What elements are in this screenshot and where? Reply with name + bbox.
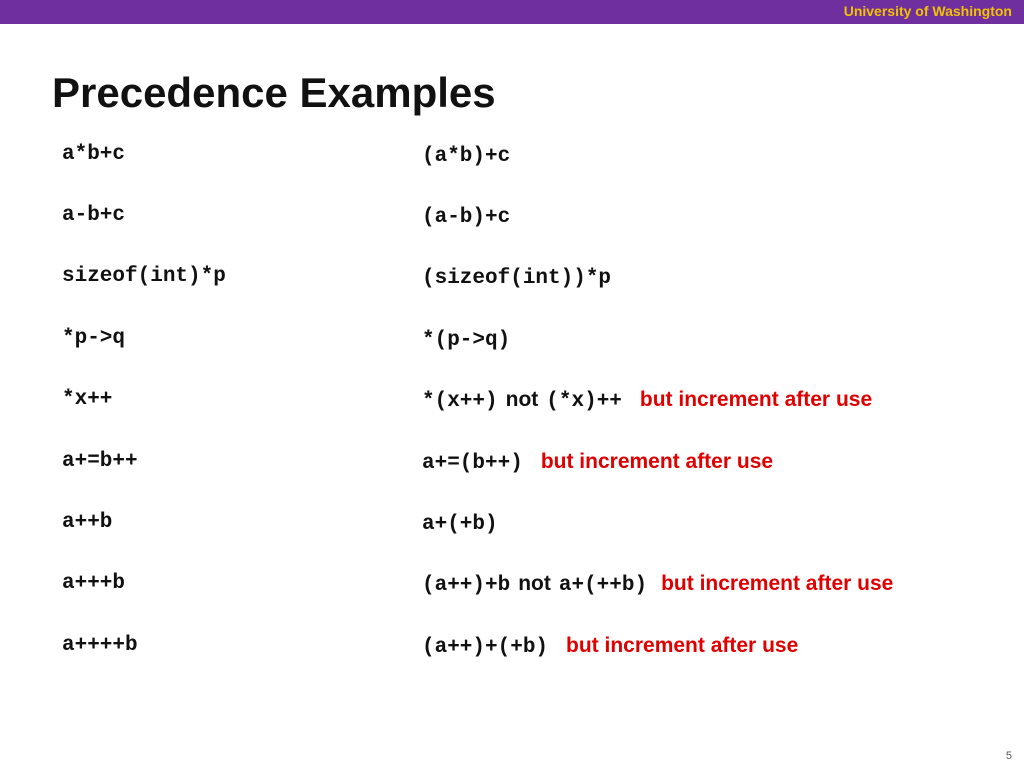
parsed-expression: (a*b)+c — [422, 145, 511, 168]
parsed-expression: a+(+b) — [422, 513, 498, 536]
expression: *p->q — [62, 327, 126, 350]
parsed-expression: (a++)+(+b) — [422, 636, 549, 659]
parsed-expression: (a-b)+c — [422, 206, 511, 229]
expression: a+++b — [62, 572, 126, 595]
parsed-expression: *(x++) — [422, 390, 498, 413]
parsed-expression: *(p->q) — [422, 329, 511, 352]
alternative-expression: (*x)++ — [546, 390, 622, 413]
parsed-expression: (a++)+b — [422, 574, 511, 597]
parsed-meaning — [422, 569, 893, 601]
increment-note: but increment after use — [566, 634, 799, 657]
example-row — [0, 569, 1024, 599]
parsed-meaning — [422, 508, 498, 540]
example-row — [0, 262, 1024, 292]
expression: *x++ — [62, 388, 113, 411]
example-row — [0, 140, 1024, 170]
example-row — [0, 201, 1024, 231]
parsed-meaning — [422, 201, 510, 233]
example-row — [0, 324, 1024, 354]
expression: a-b+c — [62, 204, 126, 227]
university-name: University of Washington — [843, 3, 1012, 19]
example-row — [0, 631, 1024, 661]
parsed-meaning — [422, 631, 798, 663]
parsed-expression: a+=(b++) — [422, 452, 523, 475]
alternative-expression: a+(++b) — [558, 574, 648, 597]
expression: a++++b — [62, 634, 138, 657]
example-row — [0, 447, 1024, 477]
increment-note: but increment after use — [661, 572, 894, 595]
parsed-meaning — [422, 140, 510, 172]
expression: a+=b++ — [62, 450, 138, 473]
page-title: Precedence Examples — [52, 69, 496, 116]
page-number: 5 — [1005, 750, 1012, 762]
parsed-meaning — [422, 447, 773, 479]
parsed-meaning — [422, 385, 872, 417]
parsed-expression: (sizeof(int))*p — [422, 267, 612, 290]
example-row — [0, 508, 1024, 538]
increment-note: but increment after use — [540, 450, 774, 473]
not-word: not — [505, 388, 539, 411]
expression: a++b — [62, 511, 113, 534]
example-row — [0, 385, 1024, 415]
increment-note: but increment after use — [639, 388, 873, 411]
expression: a*b+c — [62, 143, 126, 166]
not-word: not — [518, 572, 551, 595]
parsed-meaning — [422, 262, 611, 294]
expression: sizeof(int)*p — [62, 265, 226, 288]
parsed-meaning — [422, 324, 510, 356]
